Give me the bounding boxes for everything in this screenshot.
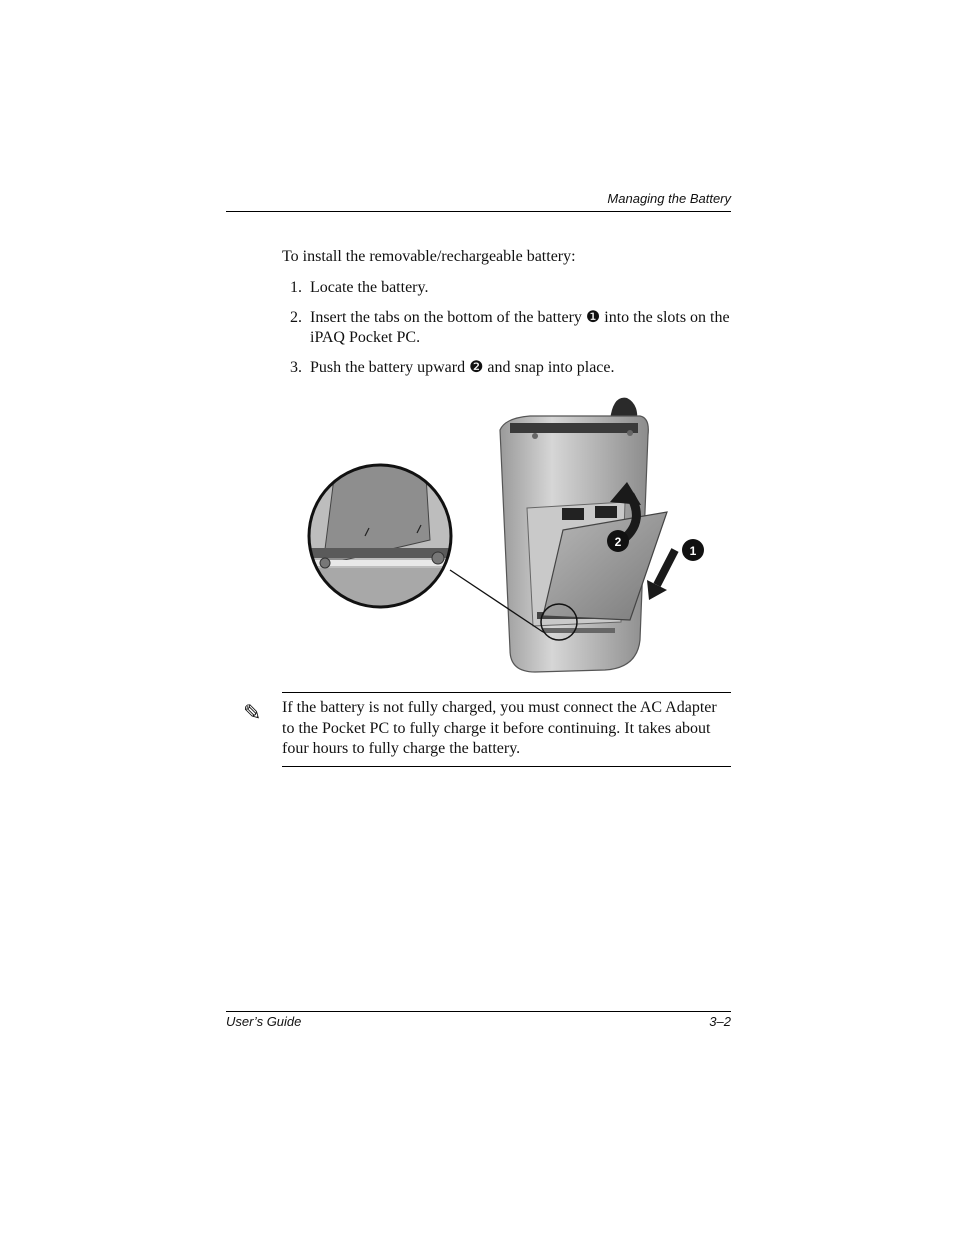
intro-text: To install the removable/rechargeable battery: [282,248,576,265]
page-number: 3–2 [709,1014,731,1029]
step-text: Insert the tabs on the bottom of the battery ❶ into the slots on the iPAQ Pocket PC. [310,309,730,346]
footer-left: User’s Guide [226,1014,302,1029]
step-text: Locate the battery. [310,279,429,296]
battery-install-illustration [305,390,733,678]
step-text: Push the battery upward ❷ and snap into place. [310,359,615,376]
insert-arrow [657,550,675,585]
pencil-note-icon: ✎ [243,701,262,726]
header-title: Managing the Battery [607,191,731,206]
header-rule [226,211,731,212]
steps-list [290,278,735,388]
step-item [290,278,735,298]
note-top-rule [282,692,731,693]
step-number: 3. [290,359,302,376]
callout-2-label: 2 [614,535,622,549]
note-bottom-rule [282,766,731,767]
zoom-detail [305,460,465,620]
callout-1-label: 1 [689,544,697,558]
battery-illustration-svg [305,390,733,678]
note-text: If the battery is not fully charged, you must connect the AC Adapter to the Pocket PC to fully charge it before continuing. It takes about four hours to fully charge the battery. [282,699,717,757]
step-item [290,358,735,378]
footer-rule [226,1011,731,1012]
step-number: 2. [290,309,302,326]
step-number: 1. [290,279,302,296]
step-item [290,308,735,348]
